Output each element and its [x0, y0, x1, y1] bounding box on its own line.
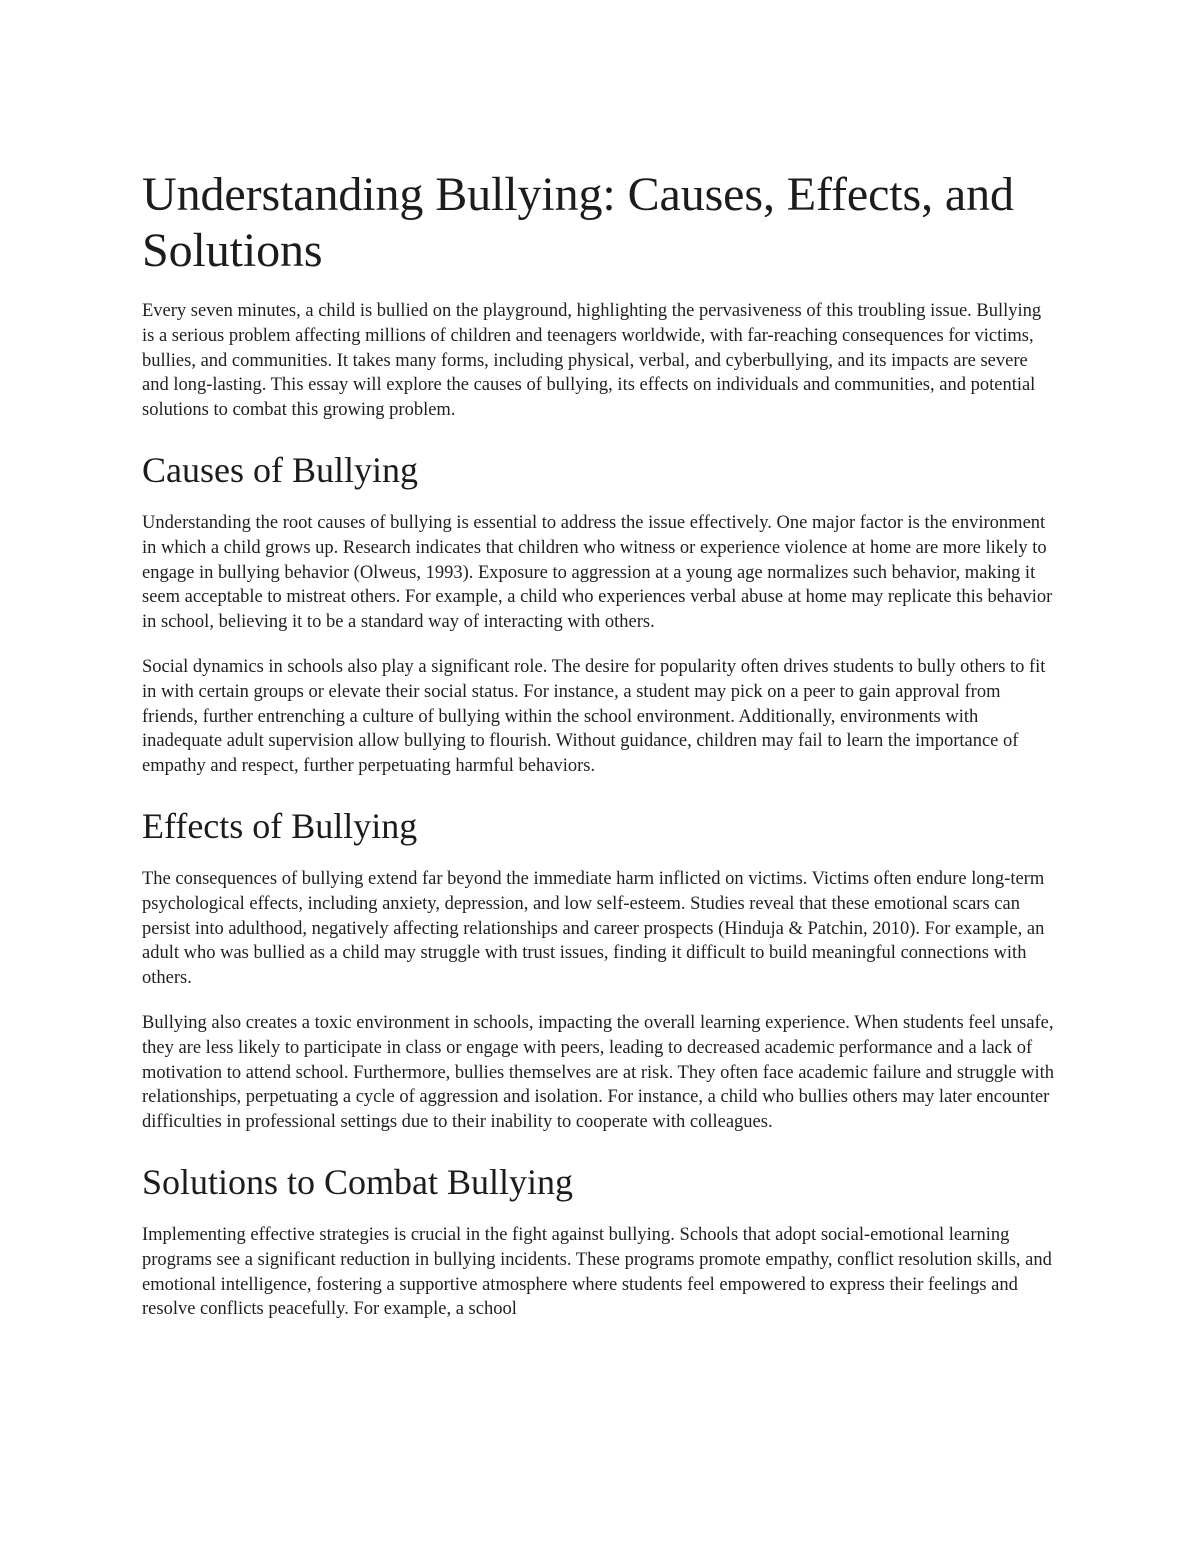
solutions-paragraph-1: Implementing effective strategies is crucial in the fight against bullying. Schools that adopt social-emotional learning programs see a significant reduction in bullying incidents. These programs promote empathy, conflict resolution skills, and emotional intelligence, fostering a supportive atmosphere where students feel empowered to express their feelings and resolve conflicts peacefully. For example, a school: [142, 1224, 1052, 1320]
section-causes: [142, 449, 1058, 779]
causes-paragraph-2: Social dynamics in schools also play a significant role. The desire for popularity often drives students to bully others to fit in with certain groups or elevate their social status. For instance, a student may pick on a peer to gain approval from friends, further entrenching a culture of bullying within the school environment. Additionally, environments with inadequate adult supervision allow bullying to flourish. Without guidance, children may fail to learn the importance of empathy and respect, further perpetuating harmful behaviors.: [142, 656, 1046, 777]
section-heading-causes: Causes of Bullying: [142, 449, 418, 490]
document-title: Understanding Bullying: Causes, Effects, and Solutions: [142, 168, 1014, 277]
effects-paragraph-1: The consequences of bullying extend far beyond the immediate harm inflicted on victims. Victims often endure long-term psychological effects, including anxiety, depression, and low self-esteem. Studies reveal that these emotional scars can persist into adulthood, negatively affecting relationships and career prospects (Hinduja & Patchin, 2010). For example, an adult who was bullied as a child may struggle with trust issues, finding it difficult to build meaningful connections with others.: [142, 868, 1045, 989]
document-page: [142, 0, 1058, 1322]
section-heading-solutions: Solutions to Combat Bullying: [142, 1161, 574, 1202]
intro-paragraph: Every seven minutes, a child is bullied on the playground, highlighting the pervasiveness of this troubling issue. Bullying is a serious problem affecting millions of children and teenagers worldwide, with far-reaching consequences for victims, bullies, and communities. It takes many forms, including physical, verbal, and cyberbullying, and its impacts are severe and long-lasting. This essay will explore the causes of bullying, its effects on individuals and communities, and potential solutions to combat this growing problem.: [142, 301, 1042, 421]
section-effects: [142, 805, 1058, 1135]
effects-paragraph-2: Bullying also creates a toxic environment in schools, impacting the overall learning experience. When students feel unsafe, they are less likely to participate in class or engage with peers, leading to decreased academic performance and a lack of motivation to attend school. Furthermore, bullies themselves are at risk. They often face academic failure and struggle with relationships, perpetuating a cycle of aggression and isolation. For instance, a child who bullies others may later encounter difficulties in professional settings due to their inability to cooperate with colleagues.: [142, 1012, 1055, 1133]
causes-paragraph-1: Understanding the root causes of bullying is essential to address the issue effectively. One major factor is the environment in which a child grows up. Research indicates that children who witness or experience violence at home are more likely to engage in bullying behavior (Olweus, 1993). Exposure to aggression at a young age normalizes such behavior, making it seem acceptable to mistreat others. For example, a child who experiences verbal abuse at home may replicate this behavior in school, believing it to be a standard way of interacting with others.: [142, 512, 1053, 633]
section-solutions: [142, 1161, 1058, 1322]
section-heading-effects: Effects of Bullying: [142, 805, 418, 846]
